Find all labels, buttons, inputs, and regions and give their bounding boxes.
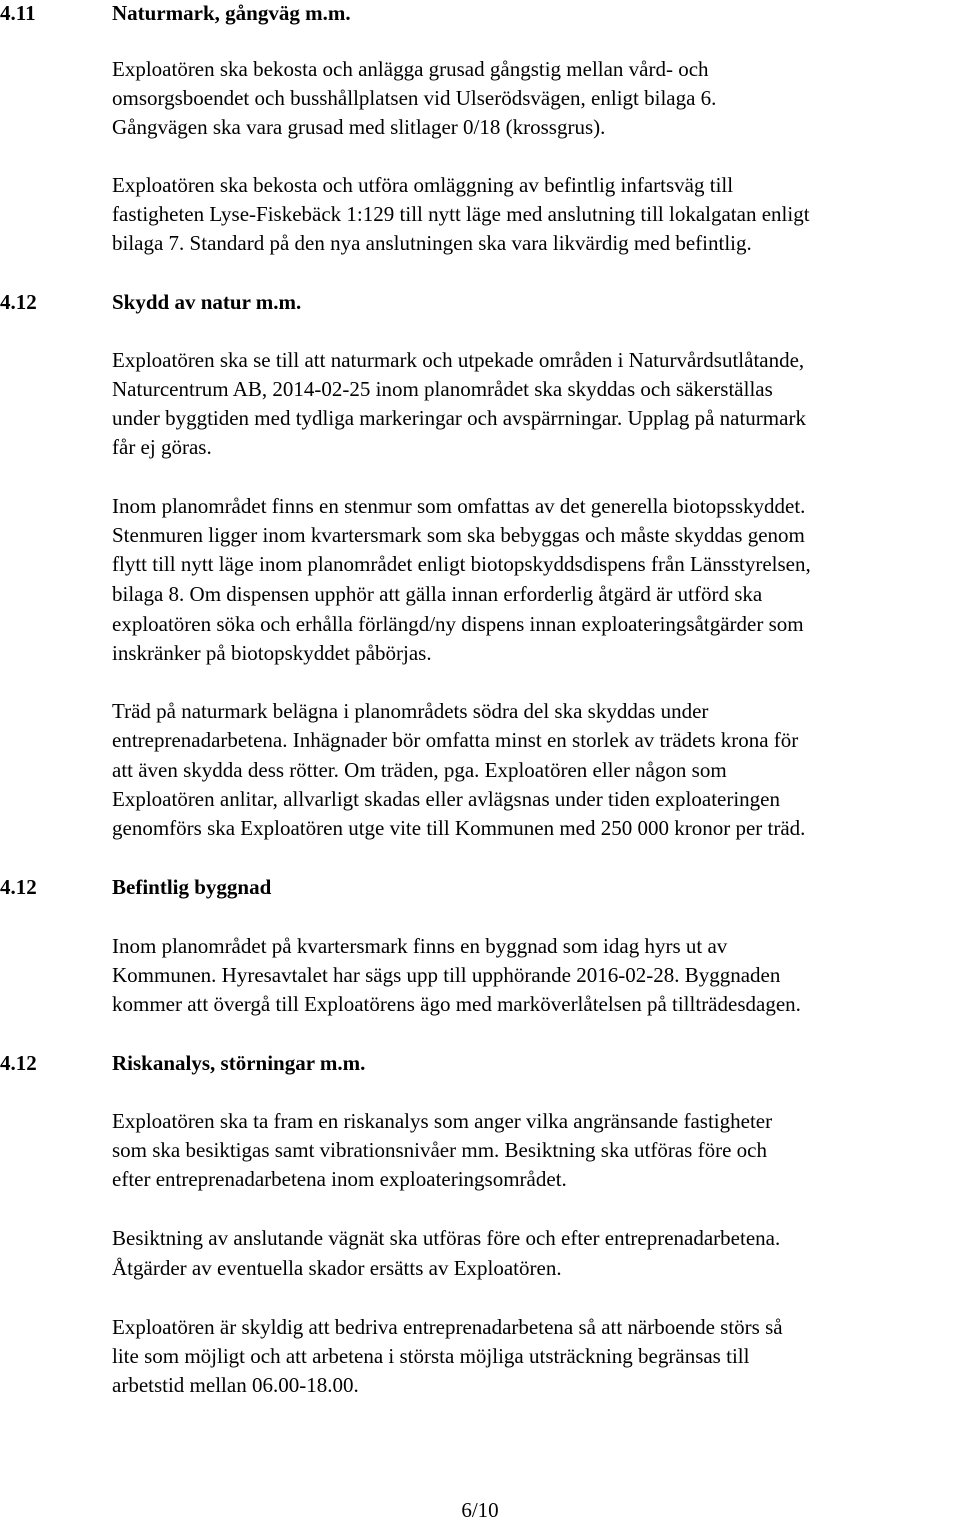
paragraph-line: arbetstid mellan 06.00-18.00.	[112, 1373, 359, 1397]
section-number: 4.11	[0, 1, 36, 25]
paragraph-line: fastigheten Lyse-Fiskebäck 1:129 till nytt läge med anslutning till lokalgatan enligt	[112, 202, 810, 226]
paragraph-line: får ej göras.	[112, 435, 212, 459]
section-title: Skydd av natur m.m.	[112, 290, 302, 314]
paragraph-line: efter entreprenadarbetena inom exploateringsområdet.	[112, 1167, 567, 1191]
paragraph-line: lite som möjligt och att arbetena i största möjliga utsträckning begränsas till	[112, 1344, 750, 1368]
paragraph-line: exploatören söka och erhålla förlängd/ny dispens innan exploateringsåtgärder som	[112, 612, 804, 636]
paragraph-line: omsorgsboendet och busshållplatsen vid Ulserödsvägen, enligt bilaga 6.	[112, 86, 717, 110]
paragraph-line: genomförs ska Exploatören utge vite till Kommunen med 250 000 kronor per träd.	[112, 816, 806, 840]
paragraph-line: kommer att övergå till Exploatörens ägo med marköverlåtelsen på tillträdesdagen.	[112, 992, 801, 1016]
paragraph-line: entreprenadarbetena. Inhägnader bör omfatta minst en storlek av trädets krona för	[112, 728, 799, 752]
paragraph-line: som ska besiktigas samt vibrationsnivåer mm. Besiktning ska utföras före och	[112, 1138, 767, 1162]
paragraph-line: Besiktning av anslutande vägnät ska utföras före och efter entreprenadarbetena.	[112, 1226, 781, 1250]
paragraph-line: Exploatören ska se till att naturmark och utpekade områden i Naturvårdsutlåtande,	[112, 348, 805, 372]
paragraph-line: Exploatören ska bekosta och utföra omläggning av befintlig infartsväg till	[112, 173, 734, 197]
section-number: 4.12	[0, 1051, 37, 1075]
paragraph-line: bilaga 7. Standard på den nya anslutningen ska vara likvärdig med befintlig.	[112, 231, 752, 255]
section-title: Riskanalys, störningar m.m.	[112, 1051, 366, 1075]
paragraph-line: Åtgärder av eventuella skador ersätts av Exploatören.	[112, 1256, 562, 1280]
paragraph-line: Exploatören ska bekosta och anlägga grusad gångstig mellan vård- och	[112, 57, 709, 81]
section-title: Befintlig byggnad	[112, 875, 272, 899]
paragraph-line: Kommunen. Hyresavtalet har sägs upp till upphörande 2016-02-28. Byggnaden	[112, 963, 781, 987]
paragraph-line: Träd på naturmark belägna i planområdets södra del ska skyddas under	[112, 699, 709, 723]
paragraph-line: Exploatören ska ta fram en riskanalys som anger vilka angränsande fastigheter	[112, 1109, 773, 1133]
paragraph-line: Exploatören är skyldig att bedriva entreprenadarbetena så att närboende störs så	[112, 1315, 783, 1339]
page-number: 6/10	[461, 1498, 499, 1522]
paragraph-line: Gångvägen ska vara grusad med slitlager 0/18 (krossgrus).	[112, 115, 606, 139]
paragraph-line: Naturcentrum AB, 2014-02-25 inom planområdet ska skyddas och säkerställas	[112, 377, 773, 401]
section-number: 4.12	[0, 875, 37, 899]
section-title: Naturmark, gångväg m.m.	[112, 1, 351, 25]
paragraph-line: inskränker på biotopskyddet påbörjas.	[112, 641, 432, 665]
paragraph-line: Exploatören anlitar, allvarligt skadas eller avlägsnas under tiden exploateringen	[112, 787, 781, 811]
section-number: 4.12	[0, 290, 37, 314]
paragraph-line: flytt till nytt läge inom planområdet enligt biotopskyddsdispens från Länsstyrelsen,	[112, 552, 811, 576]
paragraph-line: Stenmuren ligger inom kvartersmark som ska bebyggas och måste skyddas genom	[112, 523, 805, 547]
paragraph-line: Inom planområdet på kvartersmark finns en byggnad som idag hyrs ut av	[112, 934, 728, 958]
paragraph-line: bilaga 8. Om dispensen upphör att gälla innan erforderlig åtgärd är utförd ska	[112, 582, 763, 606]
paragraph-line: att även skydda dess rötter. Om träden, pga. Exploatören eller någon som	[112, 758, 727, 782]
paragraph-line: under byggtiden med tydliga markeringar och avspärrningar. Upplag på naturmark	[112, 406, 806, 430]
paragraph-line: Inom planområdet finns en stenmur som omfattas av det generella biotopsskyddet.	[112, 494, 806, 518]
